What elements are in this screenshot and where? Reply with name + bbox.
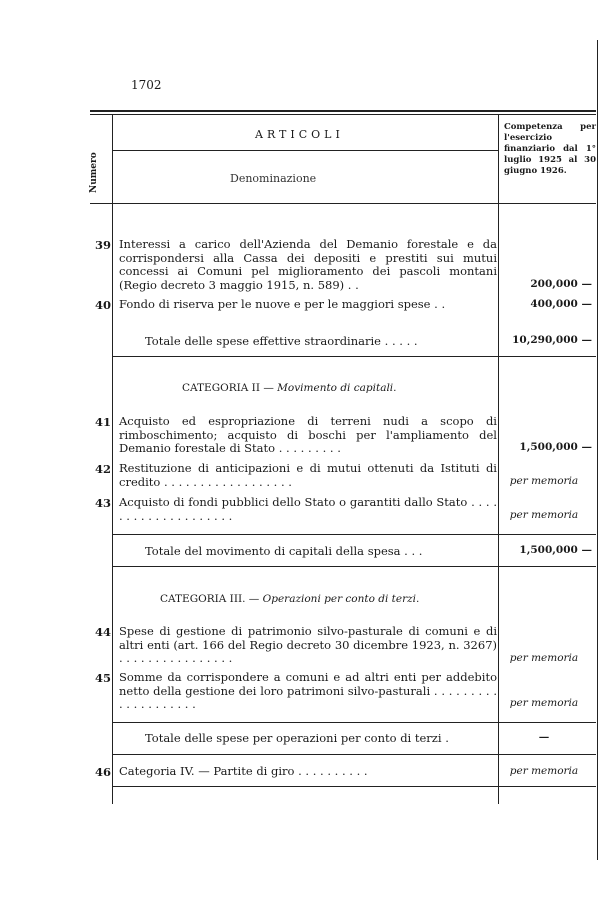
category-iii-heading — [160, 593, 419, 605]
header-articoli: ARTICOLI — [255, 128, 344, 141]
category-ii-title: Movimento di capitali. — [277, 382, 397, 394]
row-amount: 1,500,000 — — [519, 441, 592, 453]
row-number: 45 — [94, 671, 111, 685]
total-rule — [112, 566, 596, 567]
header-rule-top — [90, 110, 596, 112]
total-effettive: Totale delle spese effettive straordinarie . . . . . — [145, 334, 418, 348]
category-ii-heading — [182, 382, 397, 394]
row-description: Spese di gestione di patrimonio silvo-pasturale di comuni e di altri enti (art. 166 del Regio decreto 30 dicembre 1923, n. 3267) . . . . . . . . . . . . . . . . — [119, 624, 497, 665]
subtotal-rule — [112, 534, 596, 535]
row-amount: per memoria — [509, 652, 579, 664]
page-edge-rule — [597, 40, 598, 860]
row-number: 43 — [94, 496, 111, 510]
category-ii-label: CATEGORIA II — — [182, 382, 278, 394]
row-amount: 200,000 — — [530, 278, 592, 290]
category-iii-label: CATEGORIA III. — — [160, 593, 263, 605]
header-denominazione: Denominazione — [230, 172, 317, 185]
row-number: 42 — [94, 462, 111, 476]
total-terzi: Totale delle spese per operazioni per conto di terzi . — [145, 731, 449, 745]
total-rule — [112, 754, 596, 755]
row-description: Fondo di riserva per le nuove e per le maggiori spese . . — [119, 297, 446, 311]
row-description: Interessi a carico dell'Azienda del Demanio forestale e da corrispondersi alla Cassa dei depositi e prestiti sui mutui concessi ai Comuni pel miglioramento dei pascoli montani (Regio decreto 3 maggio 1915, n. 589) . . — [119, 237, 497, 292]
column-rule-left — [112, 114, 113, 804]
row-description: Somme da corrispondere a comuni e ad altri enti per addebito netto della gestione dei loro patrimoni silvo-pasturali . . . . . . . . . . . . . . . . . . . . — [119, 670, 497, 711]
bottom-rule — [112, 786, 596, 787]
row-number: 39 — [94, 238, 111, 252]
total-capitali: Totale del movimento di capitali della spesa . . . — [145, 544, 423, 558]
total-capitali-amount: 1,500,000 — — [519, 544, 592, 556]
subtotal-rule — [112, 722, 596, 723]
total-effettive-amount: 10,290,000 — — [512, 334, 592, 346]
row-amount: per memoria — [509, 475, 579, 487]
row-number: 44 — [94, 625, 111, 639]
row-number: 46 — [94, 765, 111, 779]
header-rule-mid — [112, 150, 498, 151]
page-number: 1702 — [131, 78, 162, 92]
row-amount: per memoria — [509, 765, 579, 777]
total-rule — [112, 356, 596, 357]
row-description: Acquisto ed espropriazione di terreni nudi a scopo di rimboschimento; acquisto di boschi per l'ampliamento del Demanio forestale di Stato . . . . . . . . . — [119, 414, 497, 455]
row-amount: per memoria — [509, 697, 579, 709]
category-iii-title: Operazioni per conto di terzi. — [262, 593, 420, 605]
total-terzi-amount: — — [538, 731, 550, 743]
row-amount: 400,000 — — [530, 298, 592, 310]
row-description: Acquisto di fondi pubblici dello Stato o garantiti dallo Stato . . . . . . . . . . . . . . . . . . . . — [119, 495, 497, 523]
header-numero: Numero — [89, 152, 99, 194]
row-amount: per memoria — [509, 509, 579, 521]
row-number: 41 — [94, 415, 111, 429]
header-competenza: Competenza per l'esercizio finanziario dal 1° luglio 1925 al 30 giugno 1926. — [504, 122, 596, 176]
row-number: 40 — [94, 298, 111, 312]
row-description: Categoria IV. — Partite di giro . . . . . . . . . . — [119, 764, 368, 778]
header-rule-bottom — [90, 203, 596, 204]
row-description: Restituzione di anticipazioni e di mutui ottenuti da Istituti di credito . . . . . . . . . . . . . . . . . . — [119, 461, 497, 489]
header-rule-top-2 — [90, 114, 596, 115]
